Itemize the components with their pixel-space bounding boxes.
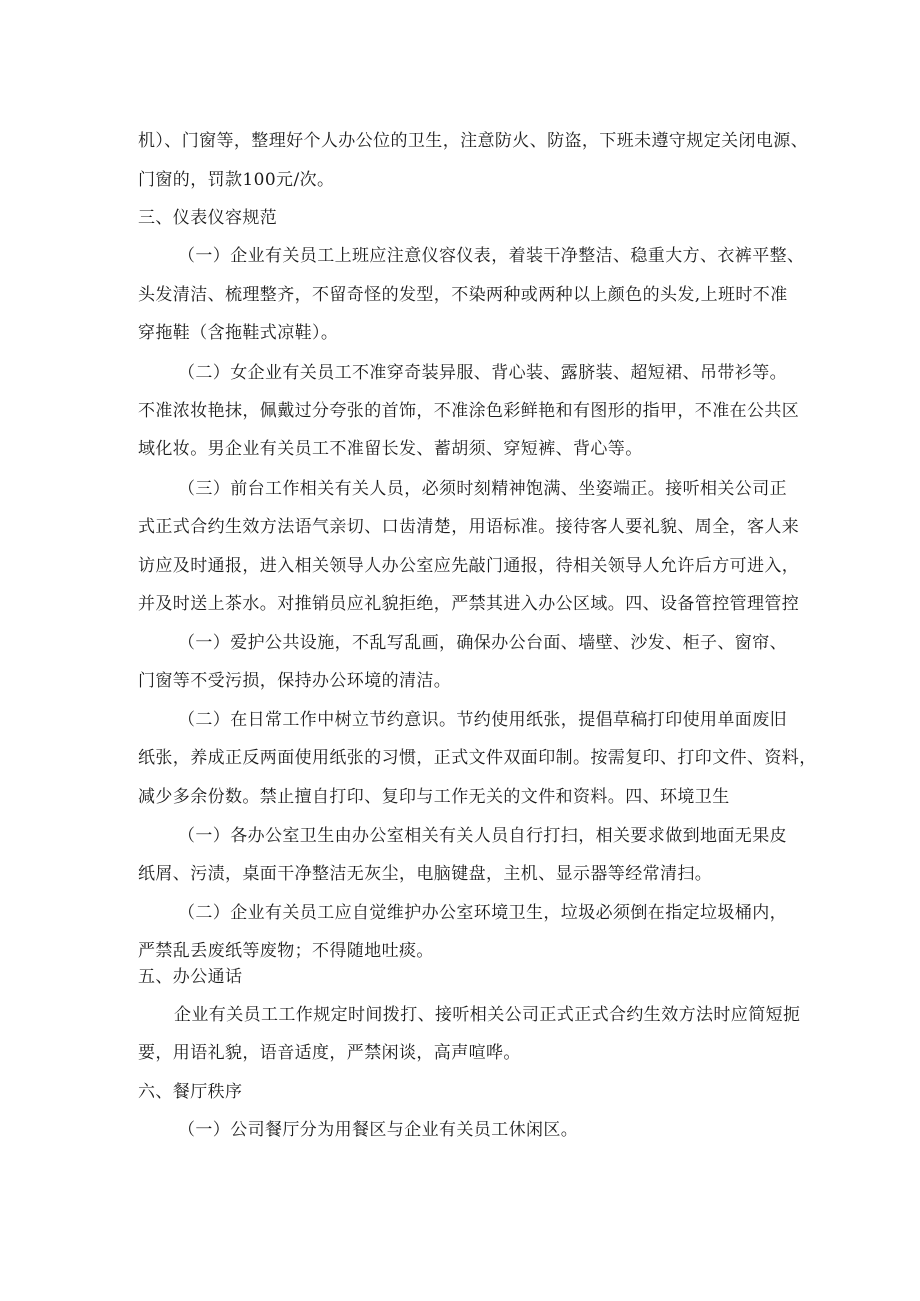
text-line: 并及时送上茶水。对推销员应礼貌拒绝，严禁其进入办公区域。四、设备管控管理管控 (138, 594, 800, 614)
text-line: 严禁乱丢废纸等废物；不得随地吐痰。 (138, 941, 434, 961)
text-line: （一）各办公室卫生由办公室相关有关人员自行打扫，相关要求做到地面无果皮 (178, 826, 787, 846)
text-line: 访应及时通报，进入相关领导人办公室应先敲门通报，待相关领导人允许后方可进入， (138, 556, 800, 576)
text-line: （一）公司餐厅分为用餐区与企业有关员工休闲区。 (178, 1120, 579, 1140)
text-line: 机）、门窗等，整理好个人办公位的卫生，注意防火、防盗，下班未遵守规定关闭电源、 (138, 131, 809, 151)
text-line: 头发清洁、梳理整齐，不留奇怪的发型，不染两种或两种以上颜色的头发,上班时不准 (138, 285, 788, 305)
text-line: 不准浓妆艳抹，佩戴过分夸张的首饰，不准涂色彩鲜艳和有图形的指甲，不准在公共区 (138, 401, 800, 421)
text-line: （一）爱护公共设施，不乱写乱画，确保办公台面、墙壁、沙发、柜子、窗帘、 (178, 633, 787, 653)
section-heading: 三、仪表仪容规范 (138, 208, 278, 228)
text-line: 纸张，养成正反两面使用纸张的习惯，正式文件双面印制。按需复印、打印文件、资料， (138, 748, 817, 768)
section-heading: 六、餐厅秩序 (138, 1082, 243, 1102)
text-line: （二）女企业有关员工不准穿奇装异服、背心装、露脐装、超短裙、吊带衫等。 (178, 363, 787, 383)
text-line: 式正式合约生效方法语气亲切、口齿清楚，用语标准。接待客人要礼貌、周全，客人来 (138, 517, 800, 537)
text-line: 域化妆。男企业有关员工不准留长发、蓄胡须、穿短裤、背心等。 (138, 439, 643, 459)
text-line: 穿拖鞋（含拖鞋式凉鞋）。 (138, 323, 339, 343)
text-line: 纸屑、污渍，桌面干净整洁无灰尘，电脑键盘，主机、显示器等经常清扫。 (138, 864, 713, 884)
section-heading: 五、办公通话 (138, 967, 243, 987)
text-line: 减少多余份数。禁止擅自打印、复印与工作无关的文件和资料。四、环境卫生 (138, 787, 730, 807)
text-line: 企业有关员工工作规定时间拨打、接听相关公司正式正式合约生效方法时应简短扼 (174, 1005, 801, 1025)
text-line: 要，用语礼貌，语音适度，严禁闲谈，高声喧哗。 (138, 1043, 521, 1063)
text-line: （一）企业有关员工上班应注意仪容仪表，着装干净整洁、稳重大方、衣裤平整、 (178, 246, 805, 266)
text-line: （二）在日常工作中树立节约意识。节约使用纸张，提倡草稿打印使用单面废旧 (178, 710, 787, 730)
text-line: 门窗等不受污损，保持办公环境的清洁。 (138, 671, 452, 691)
text-line: （三）前台工作相关有关人员，必须时刻精神饱满、坐姿端正。接听相关公司正 (178, 479, 787, 499)
text-line: （二）企业有关员工应自觉维护办公室环境卫生，垃圾必须倒在指定垃圾桶内， (178, 903, 787, 923)
text-line: 门窗的，罚款100元/次。 (138, 170, 335, 190)
